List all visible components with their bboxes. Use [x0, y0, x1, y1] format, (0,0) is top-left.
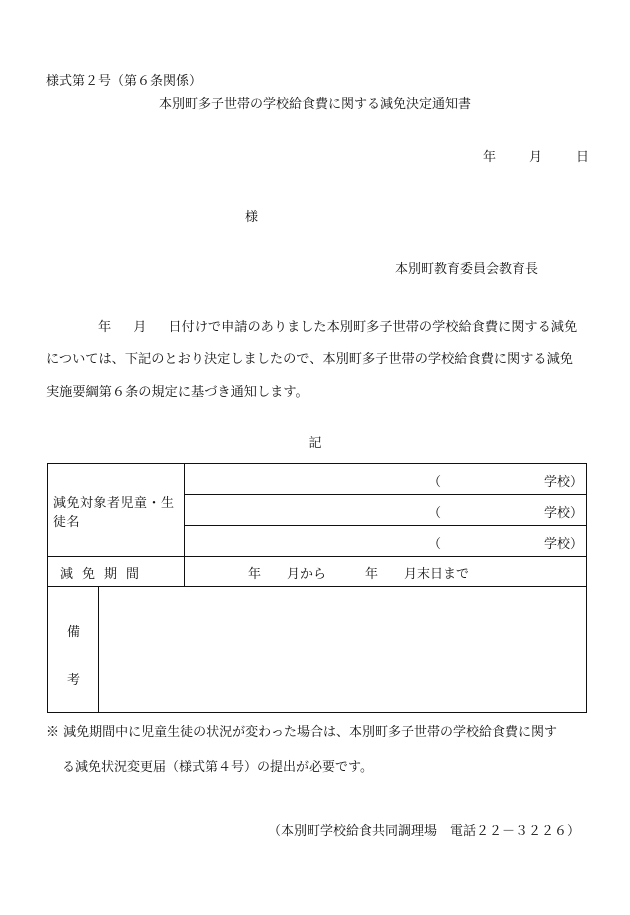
school-row-1-paren: （: [428, 475, 442, 490]
note-line-1: ※ 減免期間中に児童生徒の状況が変わった場合は、本別町多子世帯の学校給食費に関す: [46, 725, 558, 740]
sender-name: 本別町教育委員会教育長: [395, 262, 539, 277]
school-row-2-paren: （: [428, 506, 442, 521]
note-line-2: る減免状況変更届（様式第４号）の提出が必要です。: [62, 760, 373, 775]
addressee-honorific: 様: [245, 210, 259, 225]
table-vline: [98, 586, 99, 712]
table-hline: [184, 494, 586, 495]
body-line-1: [46, 316, 577, 335]
contact-info: （本別町学校給食共同調理場 電話２２－３２２６）: [268, 824, 581, 839]
body-line-3: 実施要綱第６条の規定に基づき通知します。: [46, 385, 309, 400]
document-title: 本別町多子世帯の学校給食費に関する減免決定通知書: [158, 97, 471, 112]
school-row-3-paren: （: [428, 537, 442, 552]
table-hline: [48, 556, 586, 557]
school-row-2-label: 学校）: [544, 506, 584, 521]
body-line-1-text: 日付けで申請のありました本別町多子世帯の学校給食費に関する減免: [168, 320, 578, 335]
body-year: 年: [98, 320, 112, 335]
date-day-label: 日: [576, 150, 590, 165]
target-student-label: 減免対象者児童・生徒名: [53, 496, 175, 530]
record-table: [47, 463, 587, 713]
body-month: 月: [133, 320, 147, 335]
table-hline: [184, 525, 586, 526]
date-year-label: 年: [483, 150, 497, 165]
table-hline: [48, 586, 586, 587]
school-row-1-label: 学校）: [544, 475, 584, 490]
remarks-label-2: 考: [67, 673, 81, 688]
table-vline: [184, 464, 185, 586]
school-row-3-label: 学校）: [544, 537, 584, 552]
date-month-label: 月: [529, 150, 543, 165]
period-label: 減免期間: [60, 567, 149, 582]
ki-heading: 記: [308, 436, 322, 451]
remarks-label-1: 備: [67, 625, 81, 640]
form-number: 様式第２号（第６条関係）: [46, 74, 203, 89]
body-line-2: については、下記のとおり決定しましたので、本別町多子世帯の学校給食費に関する減免: [46, 352, 573, 367]
period-text: 年 月から 年 月末日まで: [248, 567, 470, 582]
